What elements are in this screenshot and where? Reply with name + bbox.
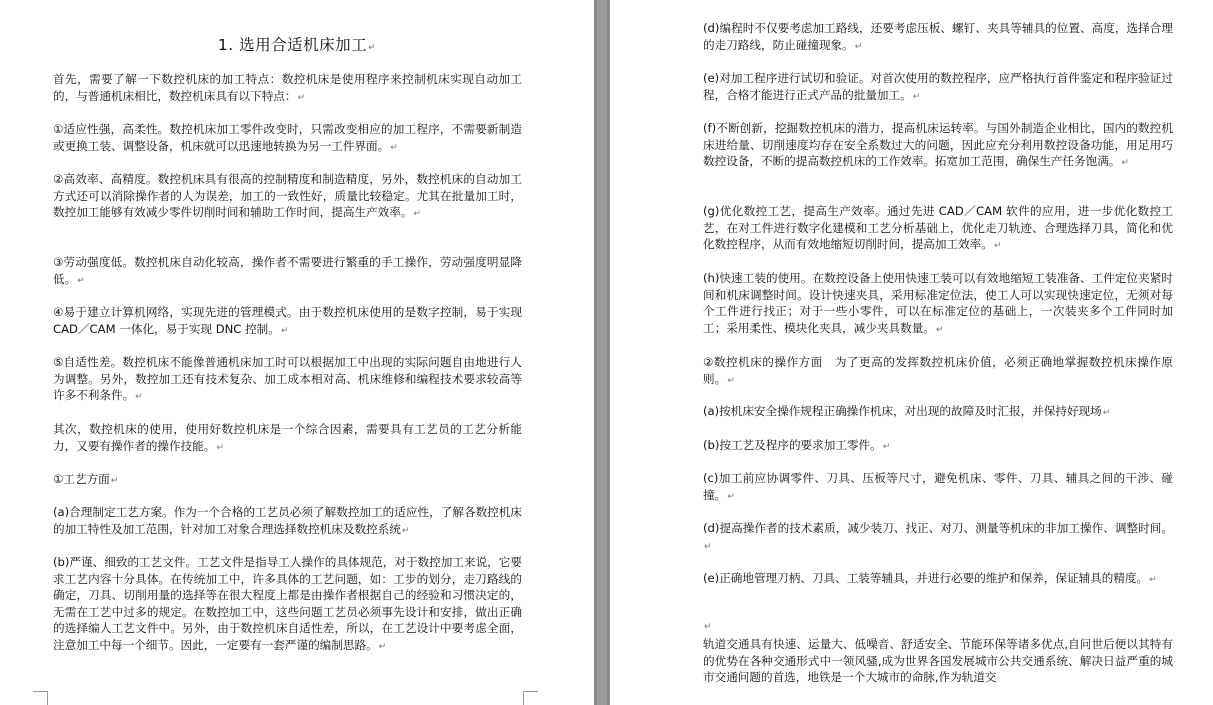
paragraph-operation-b: (b)按工艺及程序的要求加工零件。↵ bbox=[703, 438, 891, 452]
paragraph-process-g: (g)优化数控工艺，提高生产效率。通过先进 CAD／CAM 软件的应用，进一步优化数控工艺，在对工件进行数字化建模和工艺分析基础上，优化走刀轨迹、合理选择刀具，简化和优化数控程序，从而有效地缩短切削时间，提高加工效率。↵ bbox=[703, 204, 1173, 252]
paragraph-process-heading: ①工艺方面↵ bbox=[53, 472, 119, 486]
paragraph-process-h: (h)快速工装的使用。在数控设备上使用快速工装可以有效地缩短工装准备、工件定位夹紧时间和机床调整时间。设计快速夹具，采用标准定位法，使工人可以实现快速定位，无须对每个工件进行找正；对于一些小零件，可以在标准定位的基础上，一次装夹多个工件同时加工；采用柔性、模块化夹具，减少夹具数量。↵ bbox=[703, 271, 1173, 335]
paragraph-item-5: ⑤自适性差。数控机床不能像普通机床加工时可以根据加工中出现的实际问题自由地进行人为调整。另外，数控加工还有技术复杂、加工成本相对高、机床维修和编程技术要求较高等许多不利条件。↵ bbox=[53, 355, 522, 403]
paragraph-process-e: (e)对加工程序进行试切和验证。对首次使用的数控程序，应严格执行首件鉴定和程序验证过程，合格才能进行正式产品的批量加工。↵ bbox=[703, 71, 1173, 102]
paragraph-secondly: 其次，数控机床的使用，使用好数控机床是一个综合因素，需要具有工艺员的工艺分析能力，又要有操作者的操作技能。↵ bbox=[53, 422, 522, 453]
paragraph-operation-e: (e)正确地管理刀柄、刀具、工装等辅具，并进行必要的维护和保养，保证辅具的精度。↵ bbox=[703, 571, 1157, 585]
paragraph-operation-c: (c)加工前应协调零件、刀具、压板等尺寸，避免机床、零件、刀具、辅具之间的干涉、碰撞。↵ bbox=[703, 471, 1173, 502]
paragraph-operation-d: (d)提高操作者的技术素质，减少装刀、找正、对刀、测量等机床的非加工操作、调整时间。↵ bbox=[703, 521, 1173, 552]
paragraph-empty: ↵ bbox=[704, 622, 712, 632]
document-page-right[interactable] bbox=[610, 0, 1213, 705]
paragraph-item-3: ③劳动强度低。数控机床自动化较高，操作者不需要进行繁重的手工操作，劳动强度明显降低。↵ bbox=[53, 255, 522, 286]
section-title: 1. 选用合适机床加工↵ bbox=[217, 36, 377, 54]
paragraph-item-4: ④易于建立计算机网络，实现先进的管理模式。由于数控机床使用的是数字控制，易于实现 CAD／CAM 一体化，易于实现 DNC 控制。↵ bbox=[53, 305, 522, 336]
paragraph-process-f: (f)不断创新，挖掘数控机床的潜力，提高机床运转率。与国外制造企业相比，国内的数控机床进给量、切削速度均存在安全系数过大的问题，因此应充分利用数控设备功能，用足用巧数控设备，不断的提高数控机床的工作效率。拓宽加工范围，确保生产任务饱满。↵ bbox=[703, 121, 1173, 169]
document-page-left[interactable] bbox=[0, 0, 594, 705]
paragraph-item-1: ①适应性强，高柔性。数控机床加工零件改变时，只需改变相应的加工程序，不需要新制造或更换工装、调整设备，机床就可以迅速地转换为另一工件界面。↵ bbox=[53, 122, 522, 153]
paragraph-intro: 首先，需要了解一下数控机床的加工特点：数控机床是使用程序来控制机床实现自动加工的，与普通机床相比，数控机床具有以下特点：↵ bbox=[53, 72, 522, 103]
paragraph-process-b: (b)严谨、细致的工艺文件。工艺文件是指导工人操作的具体规范，对于数控加工来说，它要求工艺内容十分具体。在传统加工中，许多具体的工艺问题，如：工步的划分，走刀路线的确定，刀具、切削用量的选择等在很大程度上都是由操作者根据自己的经验和习惯决定的，无需在工艺中过多的规定。在数控加工中，这些问题工艺员必须事先设计和安排，做出正确的选择编人工艺文件中。另外，由于数控机床自适性差，所以，在工艺设计中要考虑全面，注意加工中每一个细节。因此，一定要有一套严谨的编制思路。↵ bbox=[53, 555, 522, 652]
paragraph-operation-heading: ②数控机床的操作方面 为了更高的发挥数控机床价值，必须正确地掌握数控机床操作原则。↵ bbox=[703, 355, 1173, 386]
paragraph-item-2: ②高效率、高精度。数控机床具有很高的控制精度和制造精度，另外，数控机床的自动加工方式还可以消除操作者的人为误差，加工的一致性好，质量比较稳定。尤其在批量加工时，数控加工能够有效减少零件切削时间和辅助工作时间，提高生产效率。↵ bbox=[53, 172, 522, 220]
page-corner-mark bbox=[523, 691, 538, 705]
page-separator bbox=[594, 0, 610, 705]
paragraph-process-a: (a)合理制定工艺方案。作为一个合格的工艺员必须了解数控加工的适应性，了解各数控机床的加工特性及加工范围，针对加工对象合理选择数控机床及数控系统↵ bbox=[53, 505, 522, 536]
page-corner-mark bbox=[33, 691, 48, 705]
paragraph-process-d: (d)编程时不仅要考虑加工路线，还要考虑压板、螺钉、夹具等辅具的位置、高度，选择合理的走刀路线，防止碰撞现象。↵ bbox=[703, 21, 1173, 52]
paragraph-operation-a: (a)按机床安全操作规程正确操作机床，对出现的故障及时汇报，并保持好现场↵ bbox=[703, 404, 1111, 418]
paragraph-rail-transit: 轨道交通具有快速、运量大、低噪音、舒适安全、节能环保等诸多优点,自问世后便以其特有的优势在各种交通形式中一领风骚,成为世界各国发展城市公共交通系统、解决日益严重的城市交通问题的首选，地铁是一个大城市的命脉,作为轨道交 bbox=[703, 637, 1173, 685]
